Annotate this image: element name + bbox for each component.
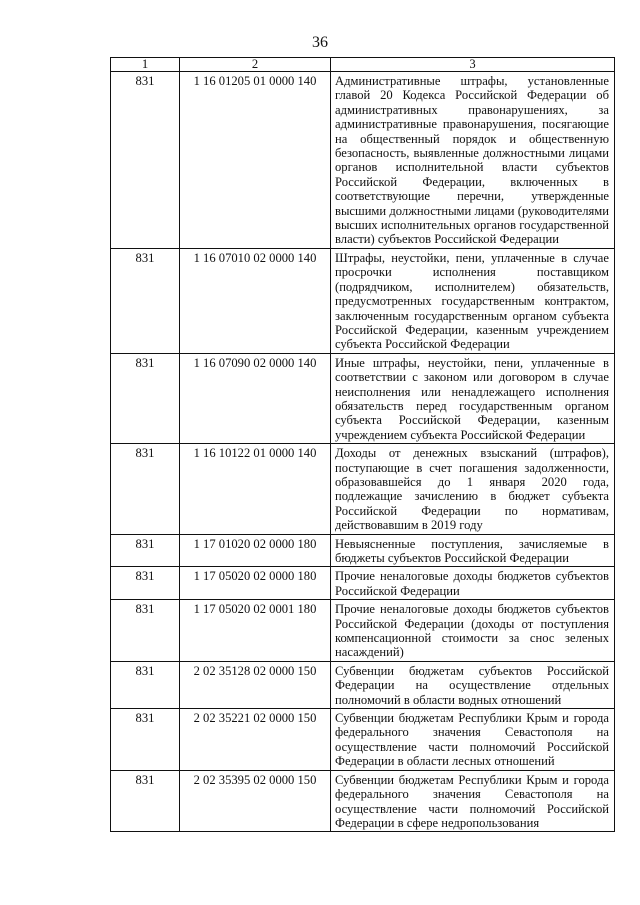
revenue-name-cell: Прочие неналоговые доходы бюджетов субъектов Российской Федерации (331, 567, 615, 600)
revenue-name-cell: Иные штрафы, неустойки, пени, уплаченные в соответствии с законом или договором в случае неисполнения или ненадлежащего исполнения обязательств перед государственным органом субъекта Российской Федерации, казенным учреждением субъекта Российской Федерации (331, 353, 615, 443)
admin-code-cell: 831 (111, 534, 180, 567)
revenue-name-cell: Субвенции бюджетам субъектов Российской Федерации на осуществление отдельных полномочий в области водных отношений (331, 661, 615, 708)
revenue-name-cell: Доходы от денежных взысканий (штрафов), поступающие в счет погашения задолженности, образовавшейся до 1 января 2020 года, подлежащие зачислению в бюджет субъекта Российской Федерации по нормативам, действовавшим в 2019 году (331, 444, 615, 534)
revenue-code-cell: 1 16 07090 02 0000 140 (180, 353, 331, 443)
admin-code-cell: 831 (111, 444, 180, 534)
table-row (111, 353, 615, 443)
page-number: 36 (312, 34, 328, 51)
table-row (111, 444, 615, 534)
revenue-name-cell: Невыясненные поступления, зачисляемые в бюджеты субъектов Российской Федерации (331, 534, 615, 567)
revenue-code-cell: 1 17 05020 02 0001 180 (180, 600, 331, 662)
revenue-code-cell: 1 17 05020 02 0000 180 (180, 567, 331, 600)
revenue-name-cell: Штрафы, неустойки, пени, уплаченные в случае просрочки исполнения поставщиком (подрядчиком, исполнителем) обязательств, предусмотренных государственным контрактом, заключенным государственным органом субъекта Российской Федерации, казенным учреждением субъекта Российской Федерации (331, 248, 615, 353)
revenue-code-cell: 2 02 35221 02 0000 150 (180, 709, 331, 771)
revenue-codes-table (110, 57, 615, 832)
table-row (111, 770, 615, 832)
revenue-name-cell: Прочие неналоговые доходы бюджетов субъектов Российской Федерации (доходы от поступления компенсационной стоимости за снос зеленых насаждений) (331, 600, 615, 662)
admin-code-cell: 831 (111, 353, 180, 443)
table-header-row (111, 58, 615, 72)
admin-code-cell: 831 (111, 770, 180, 832)
table-row (111, 72, 615, 249)
table-row (111, 709, 615, 771)
admin-code-cell: 831 (111, 72, 180, 249)
revenue-code-cell: 2 02 35128 02 0000 150 (180, 661, 331, 708)
admin-code-cell: 831 (111, 661, 180, 708)
column-header-3: 3 (331, 58, 615, 72)
admin-code-cell: 831 (111, 567, 180, 600)
table-row (111, 534, 615, 567)
revenue-name-cell: Субвенции бюджетам Республики Крым и города федерального значения Севастополя на осуществление части полномочий Российской Федерации в области лесных отношений (331, 709, 615, 771)
revenue-code-cell: 1 16 10122 01 0000 140 (180, 444, 331, 534)
table-row (111, 248, 615, 353)
table-row (111, 661, 615, 708)
table-row (111, 567, 615, 600)
table-row (111, 600, 615, 662)
revenue-code-cell: 1 16 07010 02 0000 140 (180, 248, 331, 353)
revenue-name-cell: Субвенции бюджетам Республики Крым и города федерального значения Севастополя на осуществление части полномочий Российской Федерации в сфере недропользования (331, 770, 615, 832)
admin-code-cell: 831 (111, 248, 180, 353)
revenue-code-cell: 1 17 01020 02 0000 180 (180, 534, 331, 567)
column-header-2: 2 (180, 58, 331, 72)
admin-code-cell: 831 (111, 709, 180, 771)
revenue-name-cell: Административные штрафы, установленные главой 20 Кодекса Российской Федерации об административных правонарушениях, за административные правонарушения, посягающие на общественный порядок и общественную безопасность, выявленные должностными лицами органов исполнительной власти субъектов Российской Федерации, включенных в соответствующие перечни, утвержденные высшими должностными лицами (руководителями высших исполнительных органов государственной власти) субъектов Российской Федерации (331, 72, 615, 249)
revenue-code-cell: 2 02 35395 02 0000 150 (180, 770, 331, 832)
admin-code-cell: 831 (111, 600, 180, 662)
revenue-code-cell: 1 16 01205 01 0000 140 (180, 72, 331, 249)
column-header-1: 1 (111, 58, 180, 72)
